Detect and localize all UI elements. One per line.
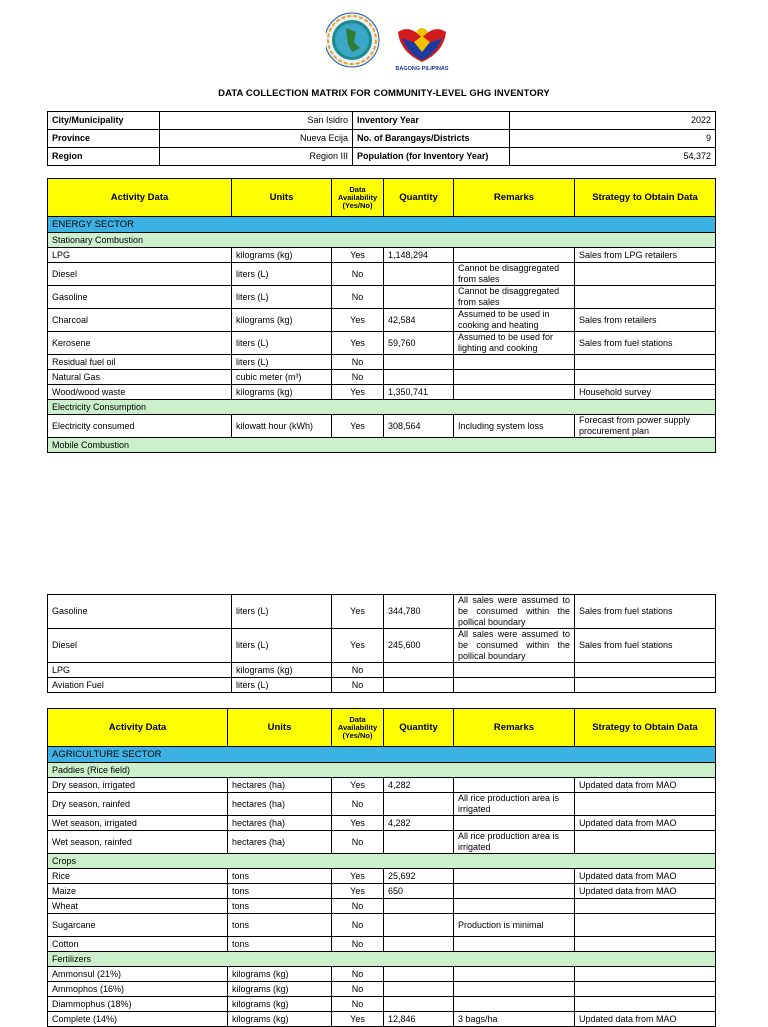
barangays-label: No. of Barangays/Districts [353,130,510,148]
units-cell: hectares (ha) [228,831,332,854]
inventory-info-table [47,111,716,166]
activity-cell: LPG [48,248,232,263]
strategy-cell: Sales from retailers [575,309,716,332]
table-row [48,778,716,793]
energy-sector-heading: ENERGY SECTOR [48,217,716,233]
availability-cell: No [332,793,384,816]
quantity-cell [384,263,454,286]
col-units-header: Units [232,179,332,217]
units-cell: kilograms (kg) [228,1012,332,1027]
remarks-cell [454,869,575,884]
availability-cell: No [332,967,384,982]
activity-cell: Ammonsul (21%) [48,967,228,982]
activity-cell: Sugarcane [48,914,228,937]
strategy-cell: Updated data from MAO [575,816,716,831]
remarks-cell: All sales were assumed to be consumed within the pollical boundary [454,595,575,629]
table-row [48,415,716,438]
units-cell: tons [228,937,332,952]
table-row [48,884,716,899]
units-cell: liters (L) [232,595,332,629]
units-cell: kilowatt hour (kWh) [232,415,332,438]
quantity-cell: 245,600 [384,629,454,663]
table-row [48,663,716,678]
units-cell: liters (L) [232,332,332,355]
quantity-cell [384,997,454,1012]
col-remarks-header: Remarks [454,179,575,217]
logo-group [326,8,456,72]
mobile-rows [48,595,716,693]
units-cell: hectares (ha) [228,778,332,793]
strategy-cell [575,967,716,982]
strategy-cell: Updated data from MAO [575,869,716,884]
activity-cell: Diammophus (18%) [48,997,228,1012]
quantity-cell [384,937,454,952]
col-strategy-header: Strategy to Obtain Data [575,179,716,217]
quantity-cell: 59,760 [384,332,454,355]
activity-cell: Residual fuel oil [48,355,232,370]
table-row [48,899,716,914]
quantity-cell: 4,282 [384,816,454,831]
units-cell: kilograms (kg) [232,309,332,332]
availability-cell: Yes [332,248,384,263]
activity-cell: Diesel [48,263,232,286]
activity-cell: Kerosene [48,332,232,355]
availability-cell: Yes [332,309,384,332]
table-row [48,286,716,309]
strategy-cell [575,678,716,693]
remarks-cell: All rice production area is irrigated [454,831,575,854]
quantity-cell [384,831,454,854]
units-cell: kilograms (kg) [232,248,332,263]
availability-cell: No [332,263,384,286]
availability-cell: No [332,678,384,693]
activity-cell: Ammophos (16%) [48,982,228,997]
strategy-cell [575,263,716,286]
strategy-cell [575,831,716,854]
remarks-cell [454,816,575,831]
city-label: City/Municipality [48,112,160,130]
table-row [48,309,716,332]
units-cell: tons [228,899,332,914]
quantity-cell: 42,584 [384,309,454,332]
availability-cell: No [332,997,384,1012]
strategy-cell [575,997,716,1012]
availability-cell: No [332,899,384,914]
quantity-cell [384,355,454,370]
units-cell: cubic meter (m³) [232,370,332,385]
activity-cell: Wheat [48,899,228,914]
col-strategy-header: Strategy to Obtain Data [575,709,716,747]
availability-cell: Yes [332,869,384,884]
province-value: Nueva Ecija [160,130,353,148]
stationary-combustion-heading: Stationary Combustion [48,233,716,248]
strategy-cell [575,355,716,370]
availability-cell: Yes [332,816,384,831]
availability-cell: Yes [332,629,384,663]
strategy-cell [575,370,716,385]
col-activity-header: Activity Data [48,179,232,217]
remarks-cell [454,678,575,693]
table-row [48,816,716,831]
table-row [48,937,716,952]
availability-cell: No [332,914,384,937]
activity-cell: Diesel [48,629,232,663]
activity-cell: Dry season, rainfed [48,793,228,816]
quantity-cell [384,899,454,914]
strategy-cell [575,914,716,937]
strategy-cell: Sales from fuel stations [575,332,716,355]
remarks-cell [454,663,575,678]
remarks-cell [454,884,575,899]
activity-cell: Maize [48,884,228,899]
quantity-cell: 25,692 [384,869,454,884]
table-row [48,263,716,286]
crop-rows [48,869,716,952]
activity-cell: Gasoline [48,286,232,309]
units-cell: kilograms (kg) [228,982,332,997]
year-label: Inventory Year [353,112,510,130]
remarks-cell [454,967,575,982]
remarks-cell: Cannot be disaggregated from sales [454,263,575,286]
quantity-cell [384,982,454,997]
units-cell: liters (L) [232,263,332,286]
table-row [48,678,716,693]
city-value: San Isidro [160,112,353,130]
strategy-cell: Updated data from MAO [575,1012,716,1027]
availability-cell: Yes [332,332,384,355]
quantity-cell: 650 [384,884,454,899]
units-cell: tons [228,869,332,884]
units-cell: tons [228,914,332,937]
activity-cell: LPG [48,663,232,678]
remarks-cell [454,370,575,385]
strategy-cell [575,937,716,952]
commission-seal-icon [326,8,456,72]
table-row [48,1012,716,1027]
population-label: Population (for Inventory Year) [353,148,510,166]
activity-cell: Wet season, irrigated [48,816,228,831]
activity-cell: Rice [48,869,228,884]
population-value: 54,372 [510,148,716,166]
quantity-cell: 4,282 [384,778,454,793]
quantity-cell [384,286,454,309]
strategy-cell: Sales from fuel stations [575,629,716,663]
availability-cell: Yes [332,1012,384,1027]
table-row [48,793,716,816]
remarks-cell [454,997,575,1012]
remarks-cell: Cannot be disaggregated from sales [454,286,575,309]
remarks-cell [454,778,575,793]
table-row [48,982,716,997]
quantity-cell: 308,564 [384,415,454,438]
strategy-cell: Forecast from power supply procurement plan [575,415,716,438]
activity-cell: Dry season, irrigated [48,778,228,793]
availability-cell: No [332,831,384,854]
quantity-cell: 344,780 [384,595,454,629]
remarks-cell: 3 bags/ha [454,1012,575,1027]
units-cell: kilograms (kg) [232,663,332,678]
remarks-cell: All rice production area is irrigated [454,793,575,816]
col-quantity-header: Quantity [384,709,454,747]
units-cell: liters (L) [232,629,332,663]
col-activity-header: Activity Data [48,709,228,747]
quantity-cell [384,663,454,678]
bagong-pilipinas-text: BAGONG PILIPINAS [395,66,449,72]
bagong-pilipinas-logo-icon [398,28,446,62]
availability-cell: Yes [332,385,384,400]
activity-cell: Wet season, rainfed [48,831,228,854]
col-availability-header: Data Availability (Yes/No) [332,179,384,217]
quantity-cell: 1,350,741 [384,385,454,400]
table-row [48,831,716,854]
remarks-cell [454,385,575,400]
paddy-rows [48,778,716,854]
strategy-cell: Household survey [575,385,716,400]
units-cell: liters (L) [232,678,332,693]
strategy-cell [575,286,716,309]
activity-cell: Complete (14%) [48,1012,228,1027]
activity-cell: Natural Gas [48,370,232,385]
region-value: Region III [160,148,353,166]
crops-heading: Crops [48,854,716,869]
table-row [48,370,716,385]
availability-cell: No [332,370,384,385]
remarks-cell: All sales were assumed to be consumed within the pollical boundary [454,629,575,663]
activity-cell: Charcoal [48,309,232,332]
activity-cell: Gasoline [48,595,232,629]
strategy-cell [575,793,716,816]
stationary-rows [48,248,716,400]
remarks-cell: Production is minimal [454,914,575,937]
availability-cell: Yes [332,415,384,438]
col-quantity-header: Quantity [384,179,454,217]
units-cell: hectares (ha) [228,793,332,816]
units-cell: liters (L) [232,355,332,370]
table-row [48,629,716,663]
quantity-cell: 1,148,294 [384,248,454,263]
strategy-cell [575,982,716,997]
province-label: Province [48,130,160,148]
activity-cell: Electricity consumed [48,415,232,438]
strategy-cell: Sales from LPG retailers [575,248,716,263]
strategy-cell: Updated data from MAO [575,778,716,793]
remarks-cell [454,982,575,997]
table-row [48,355,716,370]
fertilizers-heading: Fertilizers [48,952,716,967]
strategy-cell [575,663,716,678]
table-row [48,967,716,982]
remarks-cell [454,248,575,263]
units-cell: kilograms (kg) [228,967,332,982]
units-cell: kilograms (kg) [228,997,332,1012]
barangays-value: 9 [510,130,716,148]
fertilizer-rows [48,967,716,1027]
quantity-cell [384,793,454,816]
table-row [48,914,716,937]
col-units-header: Units [228,709,332,747]
availability-cell: Yes [332,884,384,899]
availability-cell: No [332,286,384,309]
year-value: 2022 [510,112,716,130]
remarks-cell: Assumed to be used in cooking and heating [454,309,575,332]
remarks-cell [454,937,575,952]
table-row [48,248,716,263]
availability-cell: Yes [332,595,384,629]
units-cell: hectares (ha) [228,816,332,831]
energy-matrix-table [47,178,716,453]
units-cell: kilograms (kg) [232,385,332,400]
quantity-cell [384,678,454,693]
availability-cell: Yes [332,778,384,793]
page-title: DATA COLLECTION MATRIX FOR COMMUNITY-LEVEL GHG INVENTORY [218,88,550,99]
quantity-cell [384,370,454,385]
strategy-cell [575,899,716,914]
availability-cell: No [332,663,384,678]
remarks-cell: Assumed to be used for lighting and cooking [454,332,575,355]
agriculture-sector-heading: AGRICULTURE SECTOR [48,747,716,763]
activity-cell: Aviation Fuel [48,678,232,693]
remarks-cell [454,899,575,914]
mobile-combustion-table [47,594,716,693]
availability-cell: No [332,982,384,997]
table-row [48,595,716,629]
table-row [48,332,716,355]
activity-cell: Wood/wood waste [48,385,232,400]
quantity-cell [384,914,454,937]
col-availability-header: Data Availability (Yes/No) [332,709,384,747]
region-label: Region [48,148,160,166]
mobile-combustion-heading: Mobile Combustion [48,438,716,453]
units-cell: tons [228,884,332,899]
paddies-heading: Paddies (Rice field) [48,763,716,778]
quantity-cell [384,967,454,982]
col-remarks-header: Remarks [454,709,575,747]
agriculture-matrix-table [47,708,716,1027]
quantity-cell: 12,846 [384,1012,454,1027]
table-row [48,997,716,1012]
availability-cell: No [332,355,384,370]
electricity-heading: Electricity Consumption [48,400,716,415]
units-cell: liters (L) [232,286,332,309]
table-row [48,869,716,884]
activity-cell: Cotton [48,937,228,952]
availability-cell: No [332,937,384,952]
strategy-cell: Sales from fuel stations [575,595,716,629]
strategy-cell: Updated data from MAO [575,884,716,899]
remarks-cell: Including system loss [454,415,575,438]
table-row [48,385,716,400]
remarks-cell [454,355,575,370]
